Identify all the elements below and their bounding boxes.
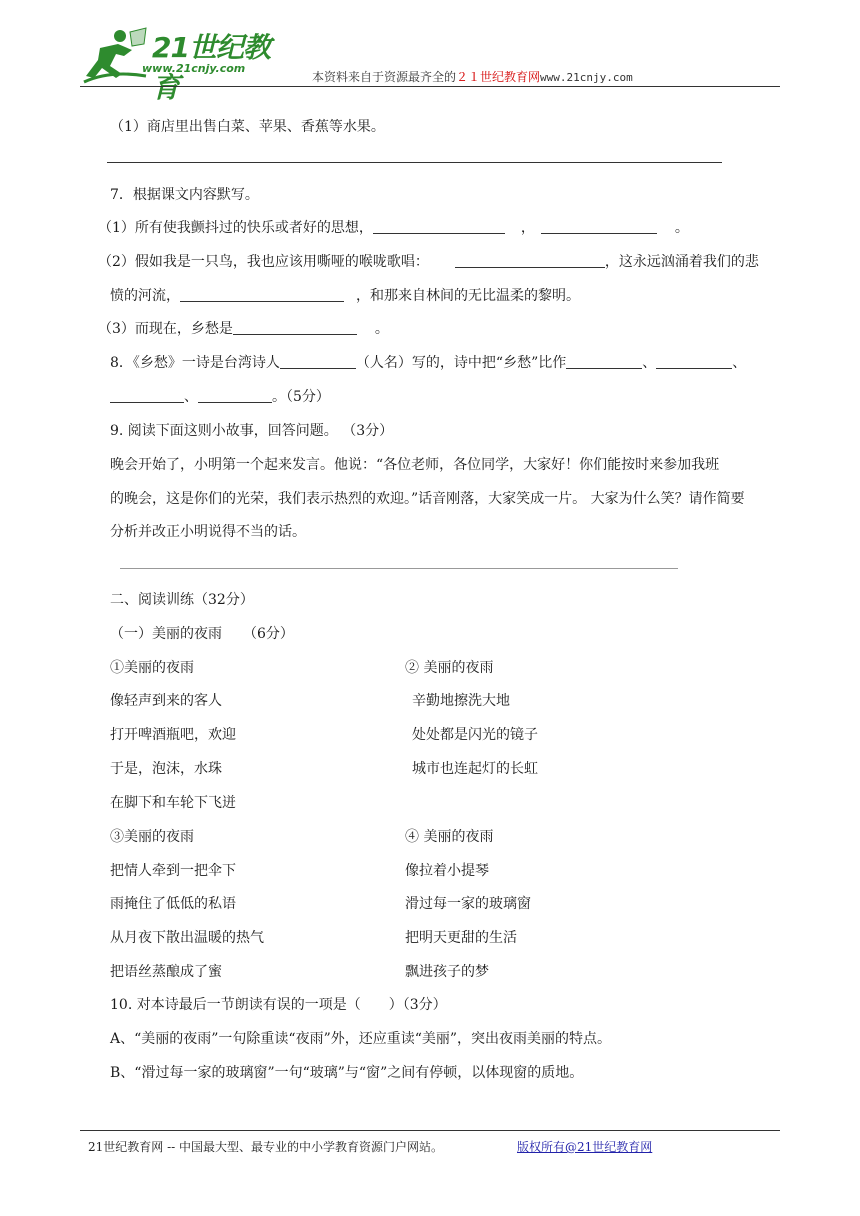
story-paragraph-line: 晚会开始了，小明第一个起来发言。他说：“各位老师，各位同学，大家好！你们能按时来参加我班: [110, 457, 720, 473]
runner-logo-icon: [80, 26, 150, 84]
fill-blank[interactable]: [541, 219, 657, 234]
poem-line: ③美丽的夜雨: [110, 829, 194, 845]
question-7: 7．根据课文内容默写。: [110, 187, 259, 203]
fill-blank[interactable]: [198, 388, 272, 403]
poem-line: 处处都是闪光的镜子: [412, 727, 538, 743]
story-paragraph-line: 的晚会，这是你们的光荣，我们表示热烈的欢迎。”话音刚落，大家笑成一片。 大家为什么笑？请作简要: [110, 491, 745, 507]
site-logo: [80, 26, 290, 104]
story-paragraph-line: 分析并改正小明说得不当的话。: [110, 524, 306, 540]
poem-title: （一）美丽的夜雨 （6分）: [110, 626, 294, 642]
fill-blank[interactable]: [373, 219, 505, 234]
poem-line: 在脚下和车轮下飞迸: [110, 795, 236, 811]
header-brand: ２１世纪教育网: [456, 70, 541, 84]
header-divider: [80, 86, 780, 87]
option-a[interactable]: A、“美丽的夜雨”一句除重读“夜雨”外，还应重读“美丽”，突出夜雨美丽的特点。: [110, 1031, 612, 1047]
question-7-2-cont: 愤的河流， ，和那来自林间的无比温柔的黎明。: [110, 288, 580, 304]
question-7-1: （1）所有使我颤抖过的快乐或者好的思想， ， 。: [98, 220, 689, 236]
poem-line: 辛勤地擦洗大地: [412, 693, 510, 709]
poem-line: 像拉着小提琴: [405, 863, 489, 879]
poem-line: 于是，泡沫，水珠: [110, 761, 222, 777]
poem-line: 把语丝蒸酿成了蜜: [110, 964, 222, 980]
poem-line: 打开啤酒瓶吧，欢迎: [110, 727, 236, 743]
fill-blank[interactable]: [455, 253, 605, 268]
poem-line: ①美丽的夜雨: [110, 660, 194, 676]
footer-text: 21世纪教育网 -- 中国最大型、最专业的中小学教育资源门户网站。: [88, 1140, 444, 1154]
question-8: 8．《乡愁》一诗是台湾诗人 （人名）写的，诗中把“乡愁”比作 、 、: [110, 355, 747, 371]
fill-blank[interactable]: [180, 287, 344, 302]
section-heading: 二、阅读训练（32分）: [110, 592, 254, 608]
logo-text: 21世纪教育: [152, 31, 270, 104]
question-9: 9. 阅读下面这则小故事，回答问题。 （3分）: [110, 423, 394, 439]
poem-line: 从月夜下散出温暖的热气: [110, 930, 264, 946]
header-site-link[interactable]: www.21cnjy.com: [540, 71, 633, 84]
header-note: [312, 68, 633, 85]
poem-line: 把明天更甜的生活: [405, 930, 517, 946]
poem-line: ② 美丽的夜雨: [405, 660, 494, 676]
poem-line: 城市也连起灯的长虹: [412, 761, 538, 777]
poem-line: 把情人牵到一把伞下: [110, 863, 236, 879]
answer-line[interactable]: [120, 568, 678, 569]
question-10: 10. 对本诗最后一节朗读有误的一项是（ ）（3分）: [110, 997, 447, 1013]
fill-blank[interactable]: [656, 354, 732, 369]
fill-blank[interactable]: [280, 354, 356, 369]
answer-line[interactable]: [107, 162, 722, 163]
poem-line: ④ 美丽的夜雨: [405, 829, 494, 845]
footer-divider: [80, 1130, 780, 1131]
copyright-link[interactable]: 版权所有@21世纪教育网: [517, 1140, 653, 1154]
header-note-prefix: 本资料来自于资源最齐全的: [312, 70, 457, 84]
poem-line: 雨掩住了低低的私语: [110, 896, 236, 912]
fill-blank[interactable]: [110, 388, 184, 403]
poem-line: 飘进孩子的梦: [405, 964, 489, 980]
question-7-2: （2）假如我是一只鸟，我也应该用嘶哑的喉咙歌唱： ，这永远汹涌着我们的悲: [98, 254, 759, 270]
option-b[interactable]: B、“滑过每一家的玻璃窗”一句“玻璃”与“窗”之间有停顿，以体现窗的质地。: [110, 1065, 584, 1081]
question-line: （1）商店里出售白菜、苹果、香蕉等水果。: [110, 119, 385, 135]
logo-url: www.21cnjy.com: [142, 62, 246, 75]
question-8-cont: 、 。（5分）: [110, 386, 330, 406]
poem-line: 像轻声到来的客人: [110, 693, 222, 709]
question-7-3: （3）而现在，乡愁是 。: [98, 321, 389, 337]
fill-blank[interactable]: [233, 320, 357, 335]
poem-line: 滑过每一家的玻璃窗: [405, 896, 531, 912]
fill-blank[interactable]: [566, 354, 642, 369]
